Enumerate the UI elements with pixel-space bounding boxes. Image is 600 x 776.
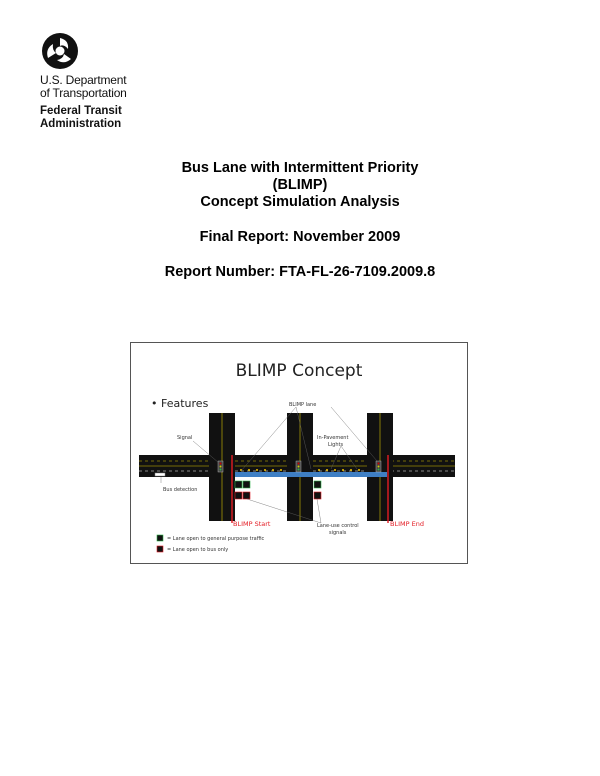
title-line1: Bus Lane with Intermittent Priority [181,160,419,176]
title-line3: Concept Simulation Analysis [200,194,400,210]
title-line2: (BLIMP) [272,177,328,193]
blimp-lane-label: BLIMP lane [289,402,317,408]
bus-detection-label: Bus detection [163,487,198,493]
report-title-block [0,160,600,281]
fta-line2: Administration [40,118,122,130]
legend-bus-label: = Lane open to bus only [167,547,229,553]
features-label: Features [161,397,209,410]
usdot-fta-logo [40,32,150,131]
signal-label: Signal [177,435,193,441]
in-pavement-label-1: In-Pavement [317,435,349,441]
blimp-lane [235,472,387,477]
final-report-date: Final Report: November 2009 [199,229,401,245]
features-bullet: • Features [151,397,209,410]
lane-use-label-1: Lane-use control [317,523,359,529]
legend-green-swatch [157,535,163,541]
in-pavement-label-2: Lights [328,442,344,448]
fta-line1: Federal Transit [40,105,122,117]
bus-detector [155,473,165,476]
dept-line2: of Transportation [40,86,127,100]
blimp-concept-figure [130,342,468,564]
report-number: Report Number: FTA-FL-26-7109.2009.8 [164,264,436,280]
legend-general-label: = Lane open to general purpose traffic [167,536,265,542]
dept-line1: U.S. Department [40,73,127,87]
blimp-end-label: BLIMP End [390,520,424,528]
usdot-triskelion-icon [40,32,80,70]
legend-red-swatch [157,546,163,552]
blimp-start-label: BLIMP Start [233,520,271,528]
figure-title: BLIMP Concept [235,361,363,381]
lane-use-label-2: signals [329,530,347,536]
